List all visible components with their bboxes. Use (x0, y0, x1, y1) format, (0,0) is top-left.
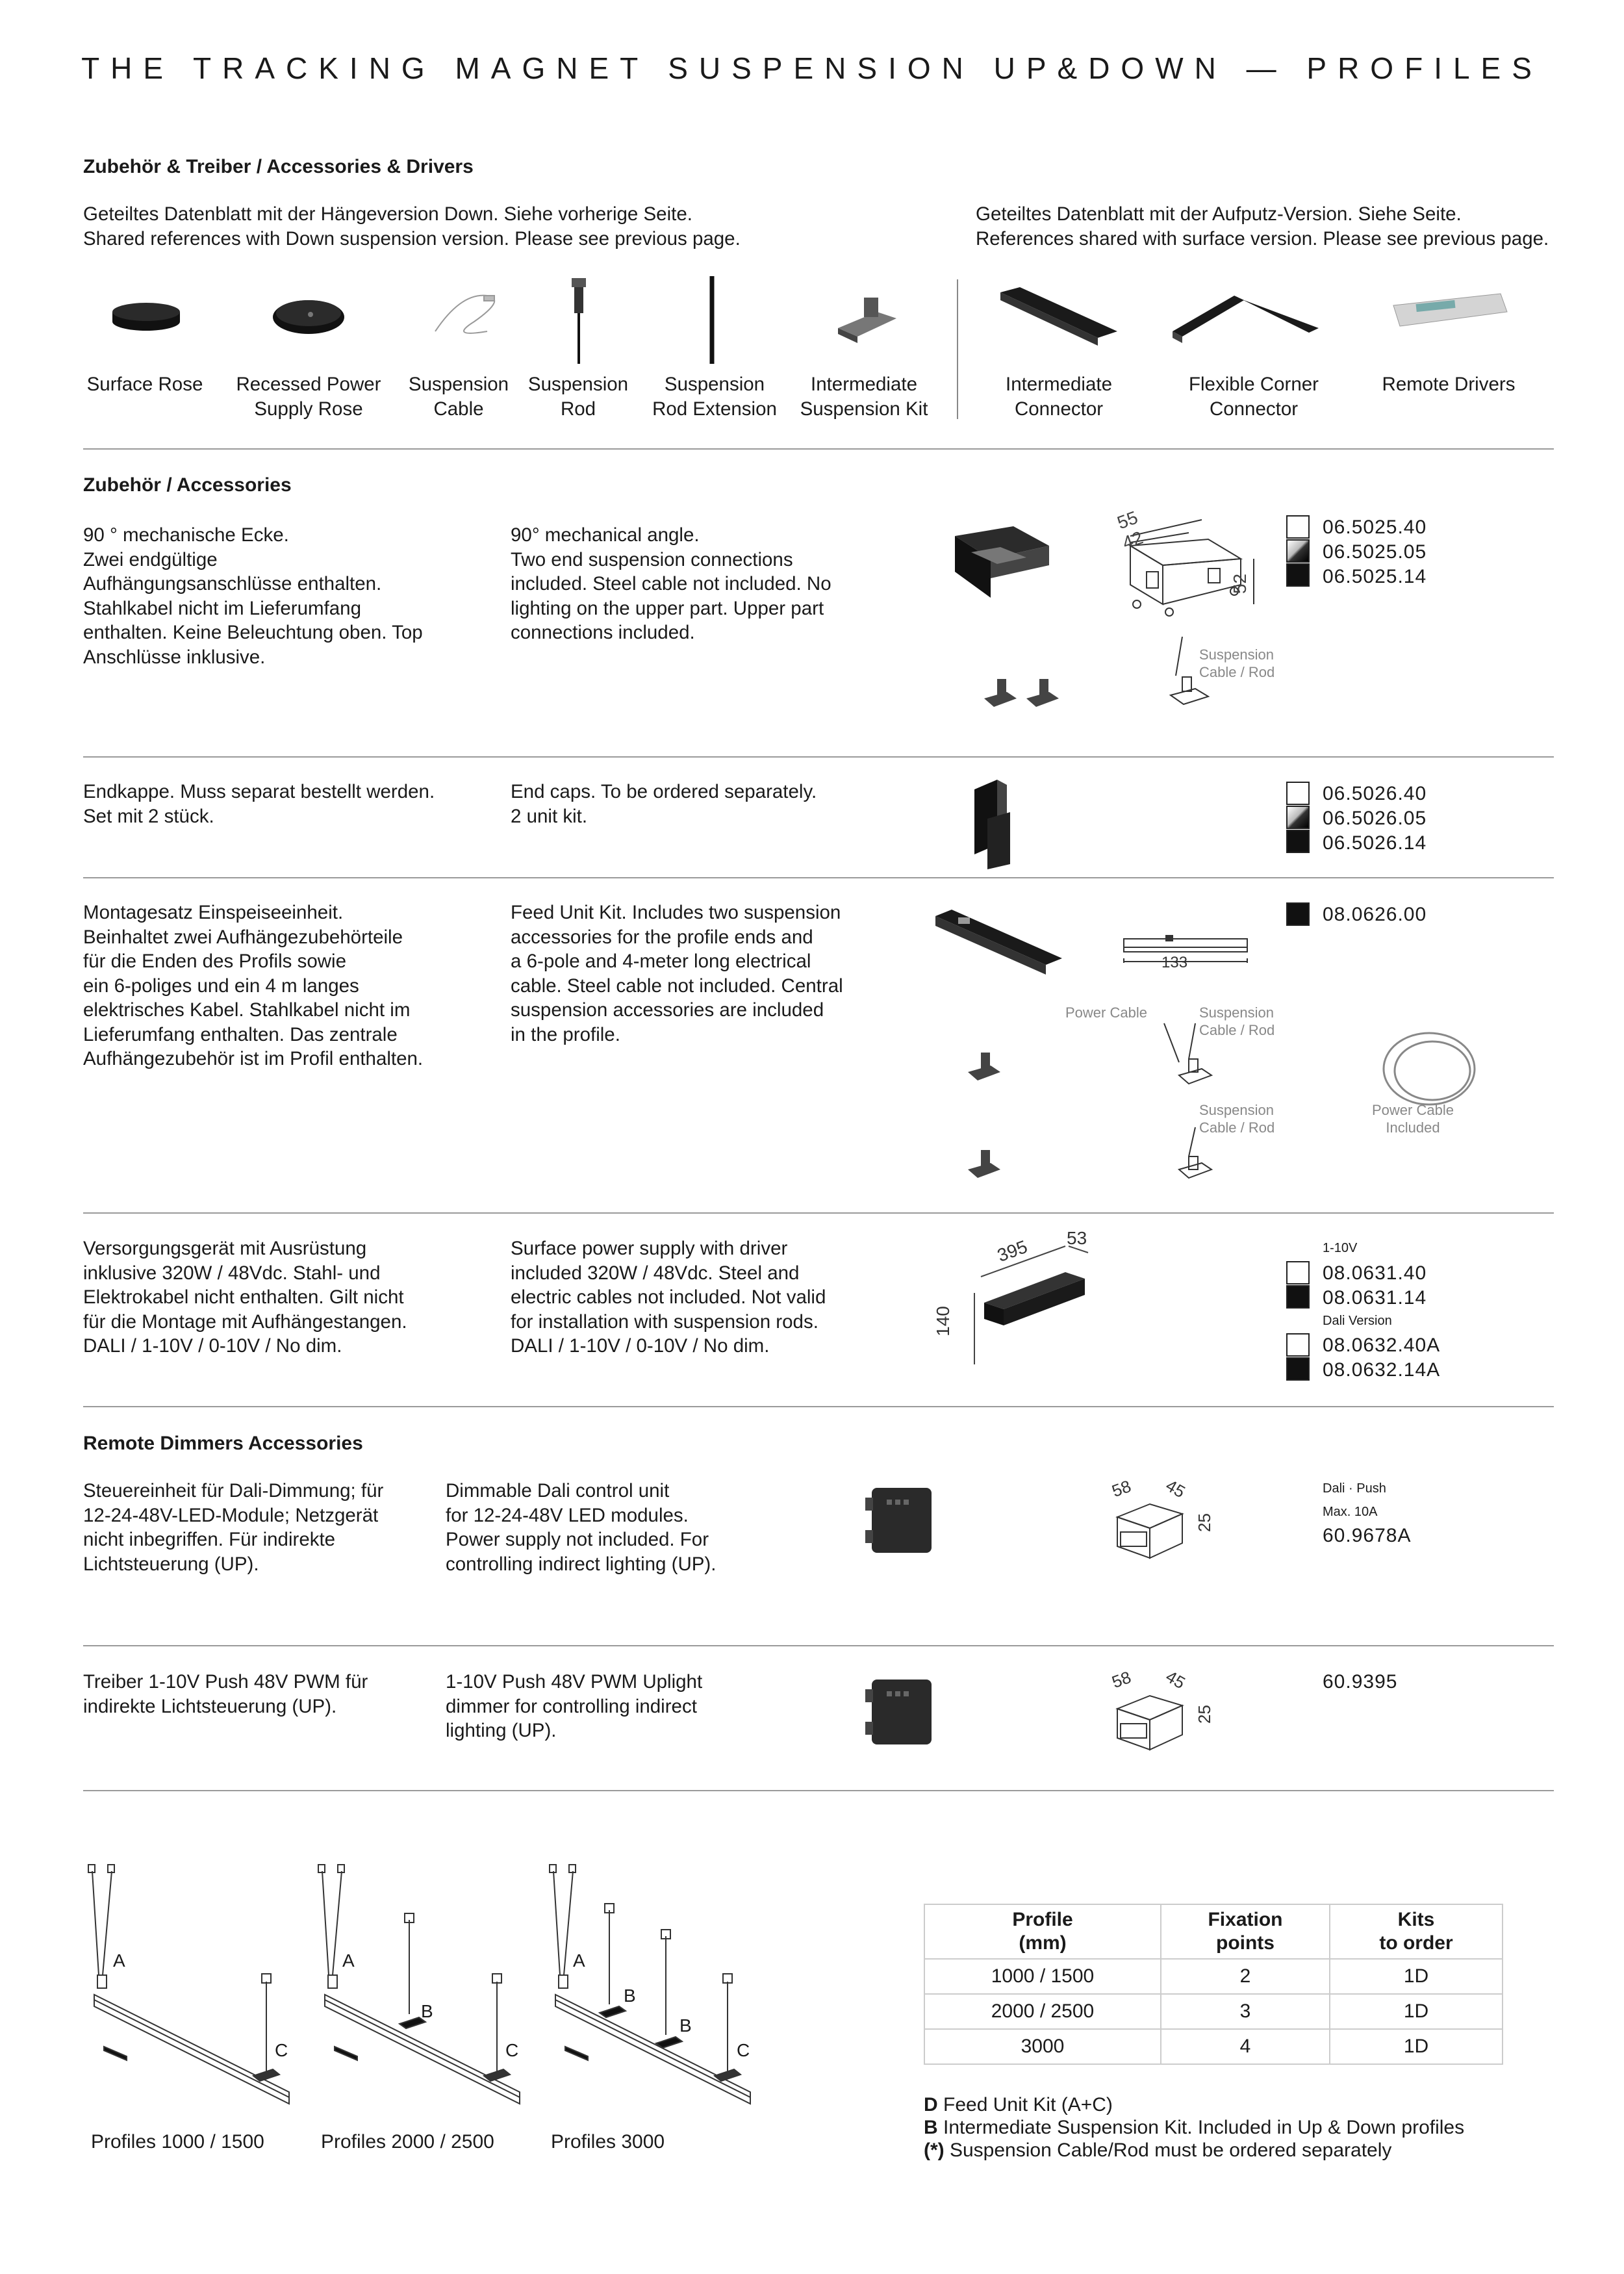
caption-flexible-corner-connector: Flexible Corner Connector (1188, 374, 1319, 420)
feed-unit-description-en: Feed Unit Kit. Includes two suspension accessories for the profile ends and a 6-pole and 4-meter long electrical cable. Steel cable not included. Central suspension accessories are included in the profile. (511, 902, 843, 1045)
kits-table (924, 1904, 1503, 2065)
swatch-white (1286, 1261, 1310, 1284)
caption-intermediate-connector: Intermediate Connector (1006, 374, 1112, 420)
suspension-cable-image (435, 296, 494, 333)
pwm-driver-image (865, 1680, 932, 1744)
dali-unit-image (865, 1488, 932, 1553)
caption-profiles-1000-1500: Profiles 1000 / 1500 (91, 2131, 264, 2153)
cell-kits: 1D (1330, 2029, 1503, 2064)
caption-rod-extension: Suspension Rod Extension (652, 374, 777, 420)
pwm-driver-code: 60.9395 (1323, 1671, 1398, 1693)
pwm-driver-description-en: 1-10V Push 48V PWM Uplight dimmer for controlling indirect lighting (UP). (446, 1671, 703, 1741)
table-header-row (924, 1904, 1503, 1959)
note-en: Shared references with Down suspension version. Please see previous page. (83, 227, 741, 249)
suspension-clip-images (984, 679, 1059, 707)
divider (83, 1212, 1554, 1214)
dim-45: 45 (1162, 1666, 1189, 1693)
caption-intermediate-suspension-kit: Intermediate Suspension Kit (800, 374, 928, 420)
feed-unit-line-drawing (1124, 936, 1247, 1178)
header-kits: Kits to order (1330, 1904, 1503, 1959)
caption-profiles-2000-2500: Profiles 2000 / 2500 (321, 2131, 494, 2153)
swatch-black (1286, 1285, 1310, 1309)
suspension-rod-image (572, 278, 586, 364)
power-cable-included-note: Power Cable Included (1372, 1102, 1454, 1136)
dali-unit-drawings (857, 1475, 1247, 1592)
divider (83, 1790, 1554, 1791)
dim-55: 55 (1114, 507, 1141, 533)
dim-58: 58 (1109, 1476, 1134, 1501)
note-de: Geteiltes Datenblatt mit der Aufputz-Version. Siehe Seite. (976, 203, 1462, 225)
cell-profile: 3000 (924, 2029, 1161, 2064)
divider (83, 877, 1554, 878)
diagram3-label-b2: B (679, 2015, 692, 2036)
dim-133: 133 (1161, 954, 1188, 971)
accessory-images (0, 266, 1624, 383)
legend-item-note: (*) Suspension Cable/Rod must be ordered separately (924, 2140, 1392, 2161)
dim-58: 58 (1109, 1667, 1134, 1693)
swatch-chrome (1286, 806, 1310, 829)
table-row (924, 1994, 1503, 2029)
feed-suspension-note-1: Suspension Cable / Rod (1199, 1004, 1275, 1038)
dim-25: 25 (1194, 1705, 1214, 1724)
shared-note-surface (976, 202, 1549, 251)
power-supply-image (955, 1221, 1124, 1364)
cell-kits: 1D (1330, 1994, 1503, 2029)
label-1-10v: 1-10V (1323, 1241, 1358, 1255)
legend (924, 2093, 1464, 2162)
feed-unit-code: 08.0626.00 (1323, 904, 1427, 925)
diagram-profiles-3000 (550, 1865, 750, 2104)
cell-fixation: 4 (1161, 2029, 1330, 2064)
caption-suspension-rod: Suspension Rod (527, 374, 629, 420)
legend-item-d: D Feed Unit Kit (A+C) (924, 2094, 1113, 2115)
diagram-profiles-1000-1500 (88, 1865, 289, 2104)
diagram3-label-c: C (737, 2040, 750, 2060)
feed-unit-image (935, 910, 1062, 975)
surface-rose-image (112, 303, 180, 331)
cell-profile: 2000 / 2500 (924, 1994, 1161, 2029)
divider (83, 1406, 1554, 1407)
header-fixation: Fixation points (1161, 1904, 1330, 1959)
corner-description-en: 90° mechanical angle. Two end suspension connections included. Steel cable not included. No lighting on the upper part. Upper part connections included. (511, 524, 831, 643)
label-dali-version: Dali Version (1323, 1314, 1392, 1328)
header-profile: Profile (mm) (924, 1904, 1161, 1959)
power-supply-codes-dali: 08.0632.40A 08.0632.14A (1323, 1335, 1441, 1381)
intermediate-suspension-kit-image (838, 298, 896, 343)
diagram3-label-a: A (573, 1950, 585, 1971)
dali-unit-description-en: Dimmable Dali control unit for 12-24-48V LED modules. Power supply not included. For controlling indirect lighting (UP). (446, 1480, 717, 1575)
cell-fixation: 3 (1161, 1994, 1330, 2029)
diagram3-label-b1: B (624, 1986, 636, 2006)
dali-unit-description-de: Steuereinheit für Dali-Dimmung; für 12-24-48V-LED-Module; Netzgerät nicht inbegriffen. Für indirekte Lichtsteuerung (UP). (83, 1480, 384, 1575)
divider (83, 448, 1554, 450)
dim-25: 25 (1194, 1513, 1214, 1532)
cell-kits: 1D (1330, 1959, 1503, 1994)
caption-profiles-3000: Profiles 3000 (551, 2131, 665, 2153)
endcap-description-de: Endkappe. Muss separat bestellt werden. Set mit 2 stück. (83, 781, 435, 827)
pwm-driver-line-drawing (1117, 1696, 1182, 1750)
diagram1-label-a: A (113, 1950, 125, 1971)
divider (83, 1645, 1554, 1646)
dali-unit-code: 60.9678A (1323, 1525, 1412, 1546)
dim-42: 42 (1119, 527, 1146, 554)
caption-remote-drivers: Remote Drivers (1382, 374, 1516, 395)
feed-unit-clip-images (968, 1053, 1000, 1178)
dim-395: 395 (995, 1236, 1030, 1266)
power-cable-label: Power Cable (1065, 1004, 1147, 1021)
swatch-black (1286, 830, 1310, 853)
swatch-white (1286, 515, 1310, 539)
power-supply-description-de: Versorgungsgerät mit Ausrüstung inklusive 320W / 48Vdc. Stahl- und Elektrokabel nicht enthalten. Gilt nicht für die Montage mit Aufhängestangen. DALI / 1-10V / 0-10V / No dim. (83, 1238, 407, 1357)
power-supply-codes-1-10v: 08.0631.40 08.0631.14 (1323, 1262, 1427, 1309)
corner-suspension-note: Suspension Cable / Rod (1199, 646, 1275, 680)
legend-item-b: B Intermediate Suspension Kit. Included in Up & Down profiles (924, 2117, 1465, 2138)
divider (83, 756, 1554, 758)
caption-suspension-cable: Suspension Cable (408, 374, 509, 420)
note-de: Geteiltes Datenblatt mit der Hängeversion Down. Siehe vorherige Seite. (83, 203, 692, 225)
feed-suspension-note-2: Suspension Cable / Rod (1199, 1102, 1275, 1136)
caption-recessed-rose: Recessed Power Supply Rose (236, 374, 381, 420)
diagram1-label-c: C (275, 2040, 288, 2060)
swatch-black (1286, 1357, 1310, 1381)
swatch-white (1286, 1333, 1310, 1357)
table-row (924, 2029, 1503, 2064)
swatch-chrome (1286, 539, 1310, 563)
flexible-corner-connector-image (1173, 296, 1319, 343)
diagram2-label-c: C (505, 2040, 519, 2060)
endcap-codes: 06.5026.40 06.5026.05 06.5026.14 (1323, 783, 1427, 854)
recessed-rose-image (273, 300, 344, 334)
feed-unit-description-de: Montagesatz Einspeiseeinheit. Beinhaltet zwei Aufhängezubehörteile für die Enden des Profils sowie ein 6-poliges und ein 4 m langes elektrisches Kabel. Stahlkabel nicht im Lieferumfang enthalten. Das zentrale Aufhängezubehör ist im Profil enthalten. (83, 902, 424, 1069)
caption-surface-rose: Surface Rose (86, 374, 203, 395)
swatch-white (1286, 782, 1310, 805)
dali-unit-line-drawing (1117, 1504, 1182, 1558)
section-heading-accessories-drivers: Zubehör & Treiber / Accessories & Drivers (83, 156, 474, 177)
power-cable-image (1384, 1033, 1475, 1105)
intermediate-connector-image (1000, 287, 1117, 346)
shared-note-down (83, 202, 741, 251)
diagram-profiles-2000-2500 (318, 1865, 520, 2104)
endcap-image (961, 773, 1065, 877)
endcap-description-en: End caps. To be ordered separately. 2 unit kit. (511, 781, 817, 827)
diagram2-label-b: B (421, 2001, 433, 2021)
section-heading-accessories: Zubehör / Accessories (83, 474, 292, 496)
remote-driver-image (1393, 294, 1507, 326)
swatch-black (1286, 902, 1310, 926)
profile-diagrams (65, 1858, 812, 2092)
note-en: References shared with surface version. Please see previous page. (976, 227, 1549, 249)
page-title: THE TRACKING MAGNET SUSPENSION UP&DOWN — PROFILES (81, 51, 1543, 85)
dim-52: 52 (1230, 573, 1250, 594)
dim-45: 45 (1162, 1475, 1189, 1502)
dim-140: 140 (932, 1306, 953, 1336)
corner-description-de: 90 ° mechanische Ecke. Zwei endgültige Aufhängungsanschlüsse enthalten. Stahlkabel nicht im Lieferumfang enthalten. Keine Beleuchtung oben. Top Anschlüsse inklusive. (83, 524, 423, 668)
diagram2-label-a: A (342, 1950, 355, 1971)
corner-image (955, 526, 1049, 598)
label-max-10a: Max. 10A (1323, 1505, 1378, 1519)
cell-profile: 1000 / 1500 (924, 1959, 1161, 1994)
pwm-driver-description-de: Treiber 1-10V Push 48V PWM für indirekte Lichtsteuerung (UP). (83, 1671, 368, 1717)
cell-fixation: 2 (1161, 1959, 1330, 1994)
corner-codes: 06.5025.40 06.5025.05 06.5025.14 (1323, 517, 1427, 587)
pwm-driver-drawings (857, 1667, 1247, 1783)
feed-unit-drawings (922, 897, 1481, 1195)
label-dali-push: Dali · Push (1323, 1481, 1386, 1496)
table-row (924, 1959, 1503, 1994)
swatch-black (1286, 563, 1310, 587)
section-heading-remote-dimmers: Remote Dimmers Accessories (83, 1433, 363, 1454)
power-supply-description-en: Surface power supply with driver included 320W / 48Vdc. Steel and electric cables not included. Not valid for installation with suspension rods. DALI / 1-10V / 0-10V / No dim. (511, 1238, 826, 1357)
dim-53: 53 (1067, 1228, 1087, 1248)
